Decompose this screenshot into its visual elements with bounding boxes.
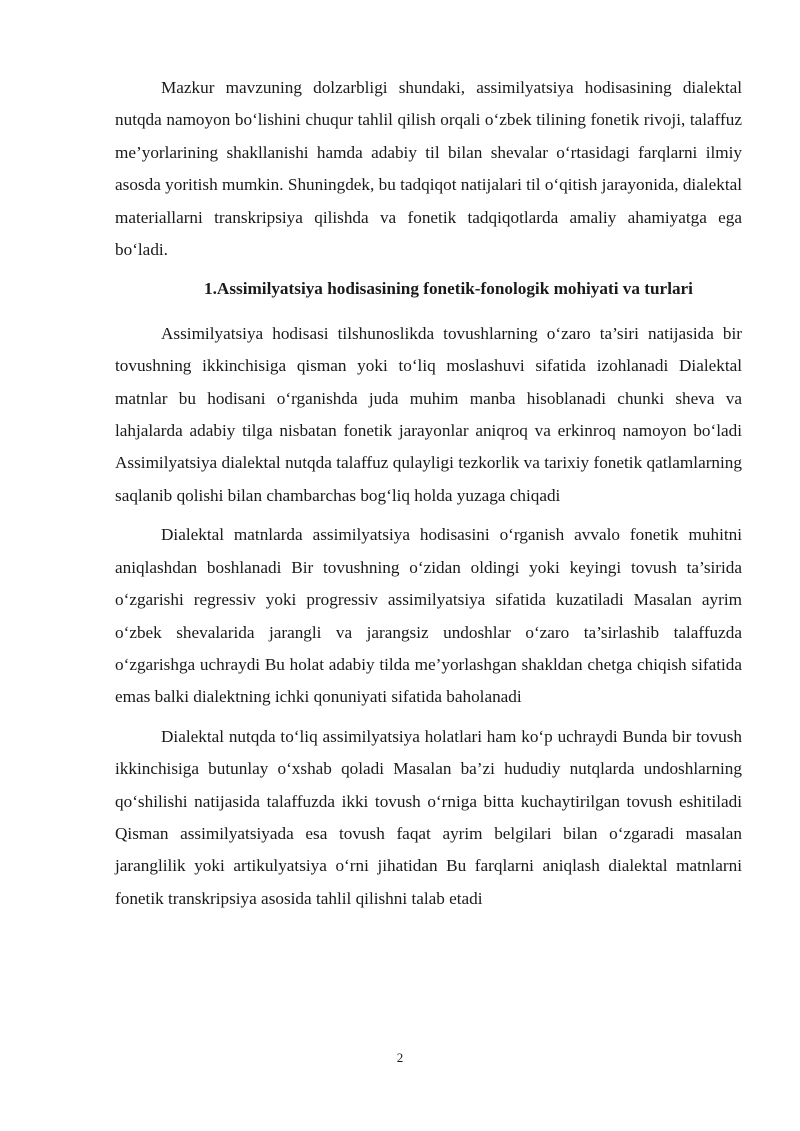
paragraph-body-3: Dialektal nutqda to‘liq assimilyatsiya holatlari ham ko‘p uchraydi Bunda bir tovush ikkinchisiga butunlay o‘xshab qoladi Masalan ba’zi hududiy nutqlarda undoshlarning qo‘shilishi natijasida talaffuzda ikki tovush o‘rniga bitta kuchaytirilgan tovush eshitiladi Qisman assimilyatsiyada esa tovush faqat ayrim belgilari bilan o‘zgaradi masalan jaranglilik yoki artikulyatsiya o‘rni jihatidan Bu farqlarni aniqlash dialektal matnlarni fonetik transkripsiya asosida tahlil qilishni talab etadi: [115, 726, 742, 908]
page-number: 2: [396, 1050, 404, 1065]
page-content: [115, 72, 742, 922]
paragraph-body-1: Assimilyatsiya hodisasi tilshunoslikda tovushlarning o‘zaro ta’siri natijasida bir tovushning ikkinchisiga qisman yoki to‘liq moslashuvi sifatida izohlanadi Dialektal matnlar bu hodisani o‘rganishda juda muhim manba hisoblanadi chunki sheva va lahjalarda adabiy tilga nisbatan fonetik jarayonlar aniqroq va erkinroq namoyon bo‘ladi Assimilyatsiya dialektal nutqda talaffuz qulayligi tezkorlik va tarixiy fonetik qatlamlarning saqlanib qolishi bilan chambarchas bog‘liq holda yuzaga chiqadi: [115, 323, 742, 505]
paragraph-body-2: Dialektal matnlarda assimilyatsiya hodisasini o‘rganish avvalo fonetik muhitni aniqlashdan boshlanadi Bir tovushning o‘zidan oldingi yoki keyingi tovush ta’sirida o‘zgarishi regressiv yoki progressiv assimilyatsiya sifatida kuzatiladi Masalan ayrim o‘zbek shevalarida jarangli va jarangsiz undoshlar o‘zaro ta’sirlashib talaffuzda o‘zgarishga uchraydi Bu holat adabiy tilda me’yorlashgan shakldan chetga chiqish sifatida emas balki dialektning ichki qonuniyati sifatida baholanadi: [115, 525, 742, 707]
section-heading: 1.Assimilyatsiya hodisasining fonetik-fonologik mohiyati va turlari: [204, 279, 693, 299]
paragraph-intro: Mazkur mavzuning dolzarbligi shundaki, assimilyatsiya hodisasining dialektal nutqda namoyon bo‘lishini chuqur tahlil qilish orqali o‘zbek tilining fonetik rivoji, talaffuz me’yorlarining shakllanishi hamda adabiy til bilan shevalar o‘rtasidagi farqlarni ilmiy asosda yoritish mumkin. Shuningdek, bu tadqiqot natijalari til o‘qitish jarayonida, dialektal materiallarni transkripsiya qilishda va fonetik tadqiqotlarda amaliy ahamiyatga ega bo‘ladi.: [115, 78, 742, 260]
